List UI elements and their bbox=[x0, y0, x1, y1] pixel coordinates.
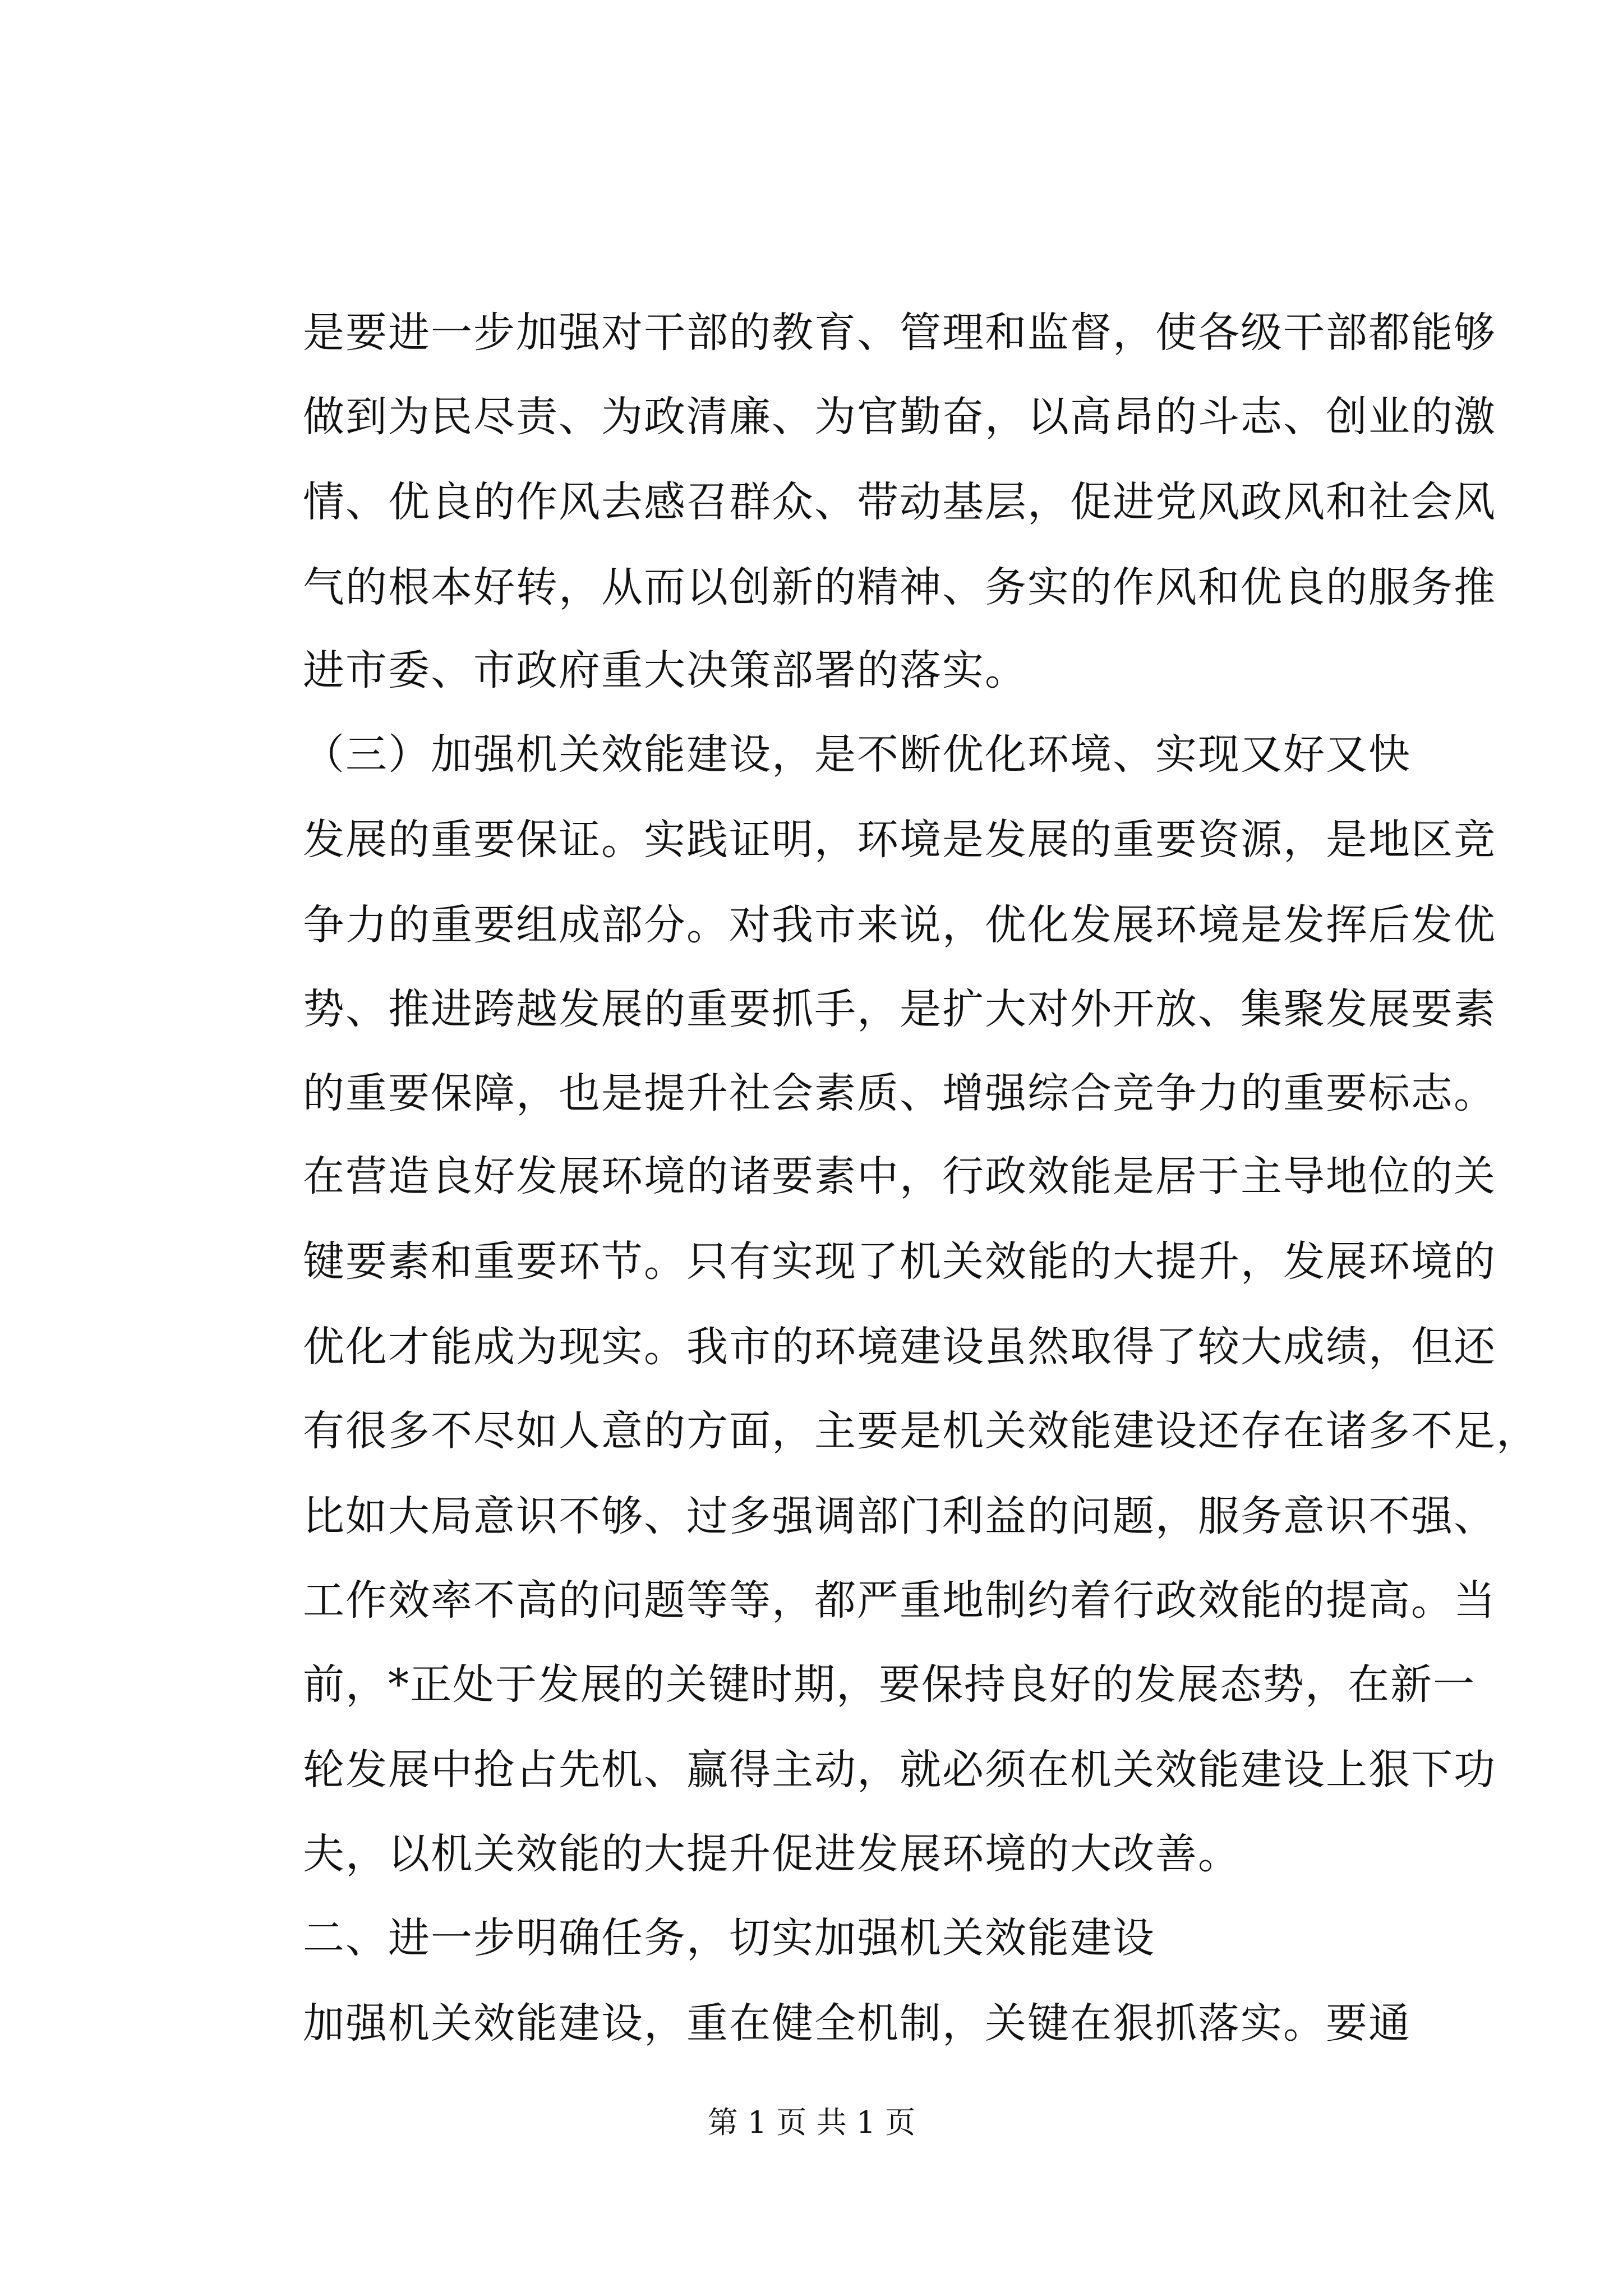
body-line: 进市委、市政府重大决策部署的落实。 bbox=[303, 646, 1027, 694]
body-line: 优化才能成为现实。我市的环境建设虽然取得了较大成绩，但还 bbox=[303, 1323, 1496, 1371]
body-line: 比如大局意识不够、过多强调部门利益的问题，服务意识不强、 bbox=[303, 1492, 1496, 1540]
body-line: 气的根本好转，从而以创新的精神、务实的作风和优良的服务推 bbox=[303, 563, 1496, 611]
page-footer: 第 1 页 共 1 页 bbox=[707, 2105, 916, 2140]
body-line: 做到为民尽责、为政清廉、为官勤奋，以高昂的斗志、创业的激 bbox=[303, 393, 1496, 441]
section-heading-line: 二、进一步明确任务，切实加强机关效能建设 bbox=[303, 1914, 1155, 1962]
body-line: 工作效率不高的问题等等，都严重地制约着行政效能的提高。当 bbox=[303, 1576, 1496, 1625]
body-line: 前，*正处于发展的关键时期，要保持良好的发展态势，在新一 bbox=[303, 1660, 1476, 1709]
body-line: 轮发展中抢占先机、赢得主动，就必须在机关效能建设上狠下功 bbox=[303, 1746, 1496, 1794]
body-line: 键要素和重要环节。只有实现了机关效能的大提升，发展环境的 bbox=[303, 1237, 1496, 1286]
body-line: 夫，以机关效能的大提升促进发展环境的大改善。 bbox=[303, 1830, 1241, 1878]
body-line: 争力的重要组成部分。对我市来说，优化发展环境是发挥后发优 bbox=[303, 901, 1496, 949]
body-line: 的重要保障，也是提升社会素质、增强综合竞争力的重要标志。 bbox=[303, 1069, 1496, 1117]
body-line: 势、推进跨越发展的重要抓手，是扩大对外开放、集聚发展要素 bbox=[303, 985, 1496, 1033]
section-heading-line: （三）加强机关效能建设，是不断优化环境、实现又好又快 bbox=[303, 730, 1411, 779]
body-line: 有很多不尽如人意的方面，主要是机关效能建设还存在诸多不足， bbox=[303, 1407, 1539, 1455]
body-line: 加强机关效能建设，重在健全机制，关键在狠抓落实。要通 bbox=[303, 1999, 1411, 2047]
body-line: 发展的重要保证。实践证明，环境是发展的重要资源，是地区竞 bbox=[303, 816, 1496, 864]
body-line: 是要进一步加强对干部的教育、管理和监督，使各级干部都能够 bbox=[303, 309, 1496, 357]
body-line: 在营造良好发展环境的诸要素中，行政效能是居于主导地位的关 bbox=[303, 1152, 1496, 1200]
body-line: 情、优良的作风去感召群众、带动基层，促进党风政风和社会风 bbox=[303, 478, 1496, 526]
